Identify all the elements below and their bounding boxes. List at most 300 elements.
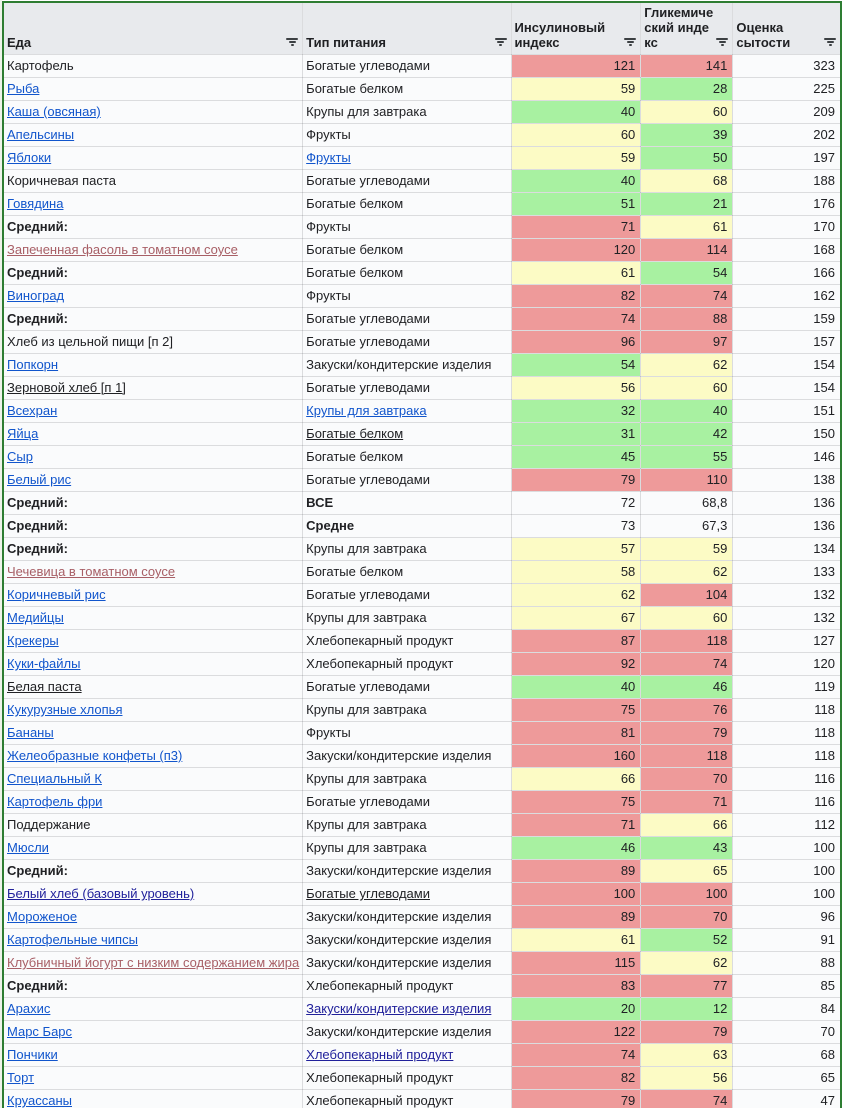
- diet-type-text: Богатые белком: [306, 196, 404, 211]
- satiety-cell[interactable]: 138: [733, 469, 841, 492]
- food-cell[interactable]: [3, 1021, 303, 1044]
- food-link[interactable]: Картофель фри: [7, 794, 103, 809]
- food-link[interactable]: Крекеры: [7, 633, 59, 648]
- food-cell[interactable]: [3, 78, 303, 101]
- satiety-cell[interactable]: 202: [733, 124, 841, 147]
- food-link[interactable]: Мороженое: [7, 909, 78, 924]
- glycemic-index-cell[interactable]: 74: [641, 1090, 733, 1108]
- glycemic-index-cell[interactable]: 40: [641, 400, 733, 423]
- food-cell[interactable]: [3, 814, 303, 837]
- food-link[interactable]: Каша (овсяная): [7, 104, 101, 119]
- diet-type-text: Хлебопекарный продукт: [306, 1093, 454, 1108]
- diet-type-cell[interactable]: [303, 1067, 511, 1090]
- insulin-index-cell[interactable]: 121: [511, 55, 641, 78]
- insulin-index-cell[interactable]: 58: [511, 561, 641, 584]
- food-link[interactable]: Кукурузные хлопья: [7, 702, 123, 717]
- diet-type-cell[interactable]: [303, 285, 511, 308]
- insulin-index-cell[interactable]: 89: [511, 906, 641, 929]
- glycemic-index-cell[interactable]: 60: [641, 607, 733, 630]
- table-row: [3, 239, 841, 262]
- insulin-index-cell[interactable]: 20: [511, 998, 641, 1021]
- insulin-index-cell[interactable]: 74: [511, 308, 641, 331]
- diet-type-cell[interactable]: [303, 216, 511, 239]
- diet-type-cell[interactable]: [303, 768, 511, 791]
- filter-icon[interactable]: [495, 38, 507, 47]
- glycemic-index-cell[interactable]: 79: [641, 722, 733, 745]
- satiety-cell[interactable]: 88: [733, 952, 841, 975]
- satiety-cell[interactable]: 118: [733, 722, 841, 745]
- table-row: [3, 124, 841, 147]
- food-link[interactable]: Чечевица в томатном соусе: [7, 564, 176, 579]
- food-cell[interactable]: [3, 101, 303, 124]
- food-link[interactable]: Арахис: [7, 1001, 51, 1016]
- insulin-index-cell[interactable]: 61: [511, 929, 641, 952]
- food-cell[interactable]: [3, 699, 303, 722]
- food-cell[interactable]: [3, 377, 303, 400]
- satiety-cell[interactable]: 150: [733, 423, 841, 446]
- glycemic-index-cell[interactable]: 63: [641, 1044, 733, 1067]
- satiety-cell[interactable]: 127: [733, 630, 841, 653]
- food-link[interactable]: Коричневый рис: [7, 587, 106, 602]
- satiety-cell[interactable]: 176: [733, 193, 841, 216]
- food-link[interactable]: Яблоки: [7, 150, 52, 165]
- diet-type-cell[interactable]: [303, 745, 511, 768]
- satiety-cell[interactable]: 151: [733, 400, 841, 423]
- food-cell[interactable]: [3, 1044, 303, 1067]
- satiety-cell[interactable]: 132: [733, 584, 841, 607]
- satiety-cell[interactable]: 154: [733, 354, 841, 377]
- diet-type-text: Закуски/кондитерские изделия: [306, 932, 492, 947]
- satiety-cell[interactable]: 91: [733, 929, 841, 952]
- diet-type-cell[interactable]: [303, 124, 511, 147]
- satiety-cell[interactable]: 133: [733, 561, 841, 584]
- food-cell[interactable]: [3, 791, 303, 814]
- food-cell[interactable]: [3, 423, 303, 446]
- food-cell[interactable]: [3, 55, 303, 78]
- glycemic-index-cell[interactable]: 70: [641, 768, 733, 791]
- glycemic-index-cell[interactable]: 68,8: [641, 492, 733, 515]
- glycemic-index-cell[interactable]: 88: [641, 308, 733, 331]
- satiety-cell[interactable]: 146: [733, 446, 841, 469]
- glycemic-index-cell[interactable]: 55: [641, 446, 733, 469]
- food-link[interactable]: Куки-файлы: [7, 656, 81, 671]
- food-cell[interactable]: [3, 584, 303, 607]
- insulin-index-cell[interactable]: 40: [511, 101, 641, 124]
- diet-type-cell[interactable]: [303, 469, 511, 492]
- diet-type-cell[interactable]: [303, 1044, 511, 1067]
- food-cell[interactable]: [3, 538, 303, 561]
- satiety-cell[interactable]: 100: [733, 860, 841, 883]
- food-text: Коричневая паста: [7, 173, 116, 188]
- satiety-cell[interactable]: 100: [733, 883, 841, 906]
- diet-type-link[interactable]: Крупы для завтрака: [306, 403, 427, 418]
- insulin-index-cell[interactable]: 57: [511, 538, 641, 561]
- satiety-cell[interactable]: 157: [733, 331, 841, 354]
- insulin-index-cell[interactable]: 89: [511, 860, 641, 883]
- food-link[interactable]: Белый рис: [7, 472, 72, 487]
- satiety-cell[interactable]: 116: [733, 791, 841, 814]
- food-cell[interactable]: [3, 262, 303, 285]
- glycemic-index-cell[interactable]: 66: [641, 814, 733, 837]
- food-link[interactable]: Говядина: [7, 196, 64, 211]
- food-cell[interactable]: [3, 630, 303, 653]
- glycemic-index-cell[interactable]: 42: [641, 423, 733, 446]
- food-link[interactable]: Мюсли: [7, 840, 49, 855]
- satiety-cell[interactable]: 159: [733, 308, 841, 331]
- table-row: [3, 952, 841, 975]
- insulin-index-cell[interactable]: 87: [511, 630, 641, 653]
- insulin-index-cell[interactable]: 54: [511, 354, 641, 377]
- insulin-index-cell[interactable]: 45: [511, 446, 641, 469]
- satiety-cell[interactable]: 166: [733, 262, 841, 285]
- insulin-index-cell[interactable]: 82: [511, 285, 641, 308]
- insulin-index-cell[interactable]: 61: [511, 262, 641, 285]
- food-cell[interactable]: [3, 239, 303, 262]
- glycemic-index-cell[interactable]: 62: [641, 952, 733, 975]
- food-cell[interactable]: [3, 124, 303, 147]
- diet-type-cell[interactable]: [303, 952, 511, 975]
- food-cell[interactable]: [3, 653, 303, 676]
- glycemic-index-cell[interactable]: 28: [641, 78, 733, 101]
- satiety-cell[interactable]: 323: [733, 55, 841, 78]
- insulin-index-cell[interactable]: 92: [511, 653, 641, 676]
- insulin-index-cell[interactable]: 31: [511, 423, 641, 446]
- glycemic-index-cell[interactable]: 97: [641, 331, 733, 354]
- insulin-index-cell[interactable]: 73: [511, 515, 641, 538]
- food-link[interactable]: Торт: [7, 1070, 35, 1085]
- insulin-index-cell[interactable]: 74: [511, 1044, 641, 1067]
- food-cell[interactable]: [3, 860, 303, 883]
- food-cell[interactable]: [3, 929, 303, 952]
- food-link[interactable]: Круассаны: [7, 1093, 72, 1108]
- satiety-cell[interactable]: 47: [733, 1090, 841, 1108]
- food-cell[interactable]: [3, 308, 303, 331]
- glycemic-index-cell[interactable]: 46: [641, 676, 733, 699]
- food-cell[interactable]: [3, 837, 303, 860]
- food-cell[interactable]: [3, 285, 303, 308]
- diet-type-cell[interactable]: [303, 676, 511, 699]
- food-link[interactable]: Зерновой хлеб [п 1]: [7, 380, 126, 395]
- food-cell[interactable]: [3, 745, 303, 768]
- food-link[interactable]: Белый хлеб (базовый уровень): [7, 886, 195, 901]
- food-cell[interactable]: [3, 975, 303, 998]
- diet-type-cell[interactable]: [303, 101, 511, 124]
- diet-type-cell[interactable]: [303, 883, 511, 906]
- diet-type-cell[interactable]: [303, 377, 511, 400]
- food-cell[interactable]: [3, 331, 303, 354]
- food-link[interactable]: Апельсины: [7, 127, 75, 142]
- food-link[interactable]: Рыба: [7, 81, 40, 96]
- satiety-cell[interactable]: 162: [733, 285, 841, 308]
- satiety-cell[interactable]: 134: [733, 538, 841, 561]
- diet-type-text: Богатые углеводами: [306, 58, 430, 73]
- glycemic-index-cell[interactable]: 104: [641, 584, 733, 607]
- glycemic-index-cell[interactable]: 54: [641, 262, 733, 285]
- food-link[interactable]: Сыр: [7, 449, 33, 464]
- diet-type-cell[interactable]: [303, 1090, 511, 1108]
- diet-type-cell[interactable]: [303, 814, 511, 837]
- satiety-cell[interactable]: 120: [733, 653, 841, 676]
- table-row: [3, 837, 841, 860]
- glycemic-index-cell[interactable]: 12: [641, 998, 733, 1021]
- satiety-cell[interactable]: 209: [733, 101, 841, 124]
- food-link[interactable]: Пончики: [7, 1047, 58, 1062]
- food-cell[interactable]: [3, 998, 303, 1021]
- filter-icon[interactable]: [286, 38, 298, 47]
- insulin-index-cell[interactable]: 40: [511, 676, 641, 699]
- satiety-cell[interactable]: 118: [733, 699, 841, 722]
- food-cell[interactable]: [3, 216, 303, 239]
- insulin-index-cell[interactable]: 51: [511, 193, 641, 216]
- diet-type-cell[interactable]: [303, 837, 511, 860]
- insulin-index-cell[interactable]: 72: [511, 492, 641, 515]
- diet-type-cell[interactable]: [303, 423, 511, 446]
- satiety-cell[interactable]: 84: [733, 998, 841, 1021]
- food-link[interactable]: Желеобразные конфеты (п3): [7, 748, 183, 763]
- food-link[interactable]: Белая паста: [7, 679, 82, 694]
- diet-type-text: Закуски/кондитерские изделия: [306, 909, 492, 924]
- header-food-label: Еда: [7, 35, 32, 50]
- diet-type-cell[interactable]: [303, 607, 511, 630]
- food-cell[interactable]: [3, 354, 303, 377]
- glycemic-index-cell[interactable]: 67,3: [641, 515, 733, 538]
- satiety-cell[interactable]: 154: [733, 377, 841, 400]
- satiety-cell[interactable]: 225: [733, 78, 841, 101]
- diet-type-cell[interactable]: [303, 492, 511, 515]
- glycemic-index-cell[interactable]: 21: [641, 193, 733, 216]
- diet-type-cell[interactable]: [303, 929, 511, 952]
- food-cell[interactable]: [3, 607, 303, 630]
- food-cell[interactable]: [3, 952, 303, 975]
- food-link[interactable]: Яйца: [7, 426, 39, 441]
- diet-type-cell[interactable]: [303, 630, 511, 653]
- diet-type-cell[interactable]: [303, 147, 511, 170]
- insulin-index-cell[interactable]: 79: [511, 469, 641, 492]
- glycemic-index-cell[interactable]: 62: [641, 354, 733, 377]
- satiety-cell[interactable]: 116: [733, 768, 841, 791]
- glycemic-index-cell[interactable]: 52: [641, 929, 733, 952]
- diet-type-link[interactable]: Богатые белком: [306, 426, 404, 441]
- food-link[interactable]: Картофельные чипсы: [7, 932, 138, 947]
- diet-type-cell[interactable]: [303, 78, 511, 101]
- diet-type-text: Крупы для завтрака: [306, 817, 427, 832]
- glycemic-index-cell[interactable]: 50: [641, 147, 733, 170]
- satiety-cell[interactable]: 100: [733, 837, 841, 860]
- food-link[interactable]: Бананы: [7, 725, 54, 740]
- glycemic-index-cell[interactable]: 70: [641, 906, 733, 929]
- food-cell[interactable]: [3, 722, 303, 745]
- insulin-index-cell[interactable]: 81: [511, 722, 641, 745]
- satiety-cell[interactable]: 68: [733, 1044, 841, 1067]
- diet-type-cell[interactable]: [303, 722, 511, 745]
- food-cell[interactable]: [3, 906, 303, 929]
- satiety-cell[interactable]: 119: [733, 676, 841, 699]
- insulin-index-cell[interactable]: 56: [511, 377, 641, 400]
- diet-type-cell[interactable]: [303, 1021, 511, 1044]
- food-cell[interactable]: [3, 561, 303, 584]
- insulin-index-cell[interactable]: 115: [511, 952, 641, 975]
- diet-type-link[interactable]: Богатые углеводами: [306, 886, 430, 901]
- insulin-index-cell[interactable]: 83: [511, 975, 641, 998]
- diet-type-cell[interactable]: [303, 193, 511, 216]
- glycemic-index-cell[interactable]: 79: [641, 1021, 733, 1044]
- table-row: [3, 331, 841, 354]
- insulin-index-cell[interactable]: 40: [511, 170, 641, 193]
- diet-type-text: Крупы для завтрака: [306, 771, 427, 786]
- food-text: Средний:: [7, 518, 68, 533]
- diet-type-cell[interactable]: [303, 170, 511, 193]
- diet-type-cell[interactable]: [303, 584, 511, 607]
- food-cell[interactable]: [3, 492, 303, 515]
- glycemic-index-cell[interactable]: 59: [641, 538, 733, 561]
- insulin-index-cell[interactable]: 160: [511, 745, 641, 768]
- glycemic-index-cell[interactable]: 60: [641, 377, 733, 400]
- diet-type-cell[interactable]: [303, 538, 511, 561]
- satiety-cell[interactable]: 168: [733, 239, 841, 262]
- food-link[interactable]: Медийцы: [7, 610, 64, 625]
- diet-type-cell[interactable]: [303, 653, 511, 676]
- filter-icon[interactable]: [716, 38, 728, 47]
- food-cell[interactable]: [3, 193, 303, 216]
- diet-type-cell[interactable]: [303, 446, 511, 469]
- glycemic-index-cell[interactable]: 61: [641, 216, 733, 239]
- header-insulin-index[interactable]: [511, 2, 641, 55]
- food-link[interactable]: Марс Барс: [7, 1024, 73, 1039]
- satiety-cell[interactable]: 65: [733, 1067, 841, 1090]
- table-row: [3, 285, 841, 308]
- satiety-cell[interactable]: 118: [733, 745, 841, 768]
- glycemic-index-cell[interactable]: 68: [641, 170, 733, 193]
- satiety-cell[interactable]: 85: [733, 975, 841, 998]
- food-cell[interactable]: [3, 1090, 303, 1108]
- insulin-index-cell[interactable]: 62: [511, 584, 641, 607]
- satiety-cell[interactable]: 70: [733, 1021, 841, 1044]
- glycemic-index-cell[interactable]: 141: [641, 55, 733, 78]
- glycemic-index-cell[interactable]: 39: [641, 124, 733, 147]
- insulin-index-cell[interactable]: 100: [511, 883, 641, 906]
- insulin-index-cell[interactable]: 75: [511, 699, 641, 722]
- food-cell[interactable]: [3, 170, 303, 193]
- header-diet-type[interactable]: [303, 2, 511, 55]
- insulin-index-cell[interactable]: 71: [511, 814, 641, 837]
- glycemic-index-cell[interactable]: 60: [641, 101, 733, 124]
- insulin-index-cell[interactable]: 59: [511, 147, 641, 170]
- diet-type-cell[interactable]: [303, 515, 511, 538]
- glycemic-index-cell[interactable]: 110: [641, 469, 733, 492]
- diet-type-cell[interactable]: [303, 400, 511, 423]
- insulin-index-cell[interactable]: 67: [511, 607, 641, 630]
- insulin-index-cell[interactable]: 82: [511, 1067, 641, 1090]
- insulin-index-cell[interactable]: 46: [511, 837, 641, 860]
- satiety-cell[interactable]: 188: [733, 170, 841, 193]
- food-cell[interactable]: [3, 883, 303, 906]
- food-cell[interactable]: [3, 469, 303, 492]
- glycemic-index-cell[interactable]: 118: [641, 745, 733, 768]
- table-row: [3, 1044, 841, 1067]
- satiety-cell[interactable]: 132: [733, 607, 841, 630]
- insulin-index-cell[interactable]: 96: [511, 331, 641, 354]
- glycemic-index-cell[interactable]: 114: [641, 239, 733, 262]
- glycemic-index-cell[interactable]: 100: [641, 883, 733, 906]
- diet-type-cell[interactable]: [303, 239, 511, 262]
- insulin-index-cell[interactable]: 120: [511, 239, 641, 262]
- diet-type-cell[interactable]: [303, 561, 511, 584]
- food-link[interactable]: Запеченная фасоль в томатном соусе: [7, 242, 238, 257]
- insulin-index-cell[interactable]: 79: [511, 1090, 641, 1108]
- header-food[interactable]: [3, 2, 303, 55]
- satiety-cell[interactable]: 96: [733, 906, 841, 929]
- diet-type-cell[interactable]: [303, 331, 511, 354]
- filter-icon[interactable]: [824, 38, 836, 47]
- diet-type-cell[interactable]: [303, 975, 511, 998]
- food-link[interactable]: Всехран: [7, 403, 58, 418]
- food-link[interactable]: Специальный К: [7, 771, 102, 786]
- insulin-index-cell[interactable]: 122: [511, 1021, 641, 1044]
- glycemic-index-cell[interactable]: 76: [641, 699, 733, 722]
- food-cell[interactable]: [3, 676, 303, 699]
- diet-type-link[interactable]: Хлебопекарный продукт: [306, 1047, 454, 1062]
- satiety-cell[interactable]: 197: [733, 147, 841, 170]
- insulin-index-cell[interactable]: 32: [511, 400, 641, 423]
- food-cell[interactable]: [3, 768, 303, 791]
- diet-type-link[interactable]: Фрукты: [306, 150, 351, 165]
- food-link[interactable]: Попкорн: [7, 357, 59, 372]
- glycemic-index-cell[interactable]: 71: [641, 791, 733, 814]
- satiety-cell[interactable]: 170: [733, 216, 841, 239]
- food-cell[interactable]: [3, 400, 303, 423]
- food-cell[interactable]: [3, 147, 303, 170]
- diet-type-cell[interactable]: [303, 354, 511, 377]
- glycemic-index-cell[interactable]: 62: [641, 561, 733, 584]
- insulin-index-cell[interactable]: 71: [511, 216, 641, 239]
- glycemic-index-cell[interactable]: 77: [641, 975, 733, 998]
- diet-type-cell[interactable]: [303, 262, 511, 285]
- satiety-cell[interactable]: 136: [733, 492, 841, 515]
- diet-type-text: Богатые белком: [306, 81, 404, 96]
- diet-type-cell[interactable]: [303, 906, 511, 929]
- diet-type-cell[interactable]: [303, 55, 511, 78]
- insulin-index-cell[interactable]: 66: [511, 768, 641, 791]
- diet-type-cell[interactable]: [303, 860, 511, 883]
- table-row: [3, 906, 841, 929]
- satiety-cell[interactable]: 136: [733, 515, 841, 538]
- glycemic-index-cell[interactable]: 43: [641, 837, 733, 860]
- diet-type-cell[interactable]: [303, 699, 511, 722]
- diet-type-cell[interactable]: [303, 998, 511, 1021]
- food-cell[interactable]: [3, 515, 303, 538]
- food-cell[interactable]: [3, 1067, 303, 1090]
- glycemic-index-cell[interactable]: 56: [641, 1067, 733, 1090]
- glycemic-index-cell[interactable]: 65: [641, 860, 733, 883]
- insulin-index-cell[interactable]: 75: [511, 791, 641, 814]
- diet-type-cell[interactable]: [303, 308, 511, 331]
- glycemic-index-cell[interactable]: 74: [641, 285, 733, 308]
- food-cell[interactable]: [3, 446, 303, 469]
- diet-type-cell[interactable]: [303, 791, 511, 814]
- insulin-index-cell[interactable]: 59: [511, 78, 641, 101]
- header-satiety[interactable]: [733, 2, 841, 55]
- diet-type-link[interactable]: Закуски/кондитерские изделия: [306, 1001, 492, 1016]
- glycemic-index-cell[interactable]: 74: [641, 653, 733, 676]
- insulin-index-cell[interactable]: 60: [511, 124, 641, 147]
- food-link[interactable]: Клубничный йогурт с низким содержанием жира: [7, 955, 300, 970]
- satiety-cell[interactable]: 112: [733, 814, 841, 837]
- food-link[interactable]: Виноград: [7, 288, 65, 303]
- glycemic-index-cell[interactable]: 118: [641, 630, 733, 653]
- header-glycemic-index[interactable]: [641, 2, 733, 55]
- header-satiety-label: Оценка сытости: [736, 20, 791, 50]
- filter-icon[interactable]: [624, 38, 636, 47]
